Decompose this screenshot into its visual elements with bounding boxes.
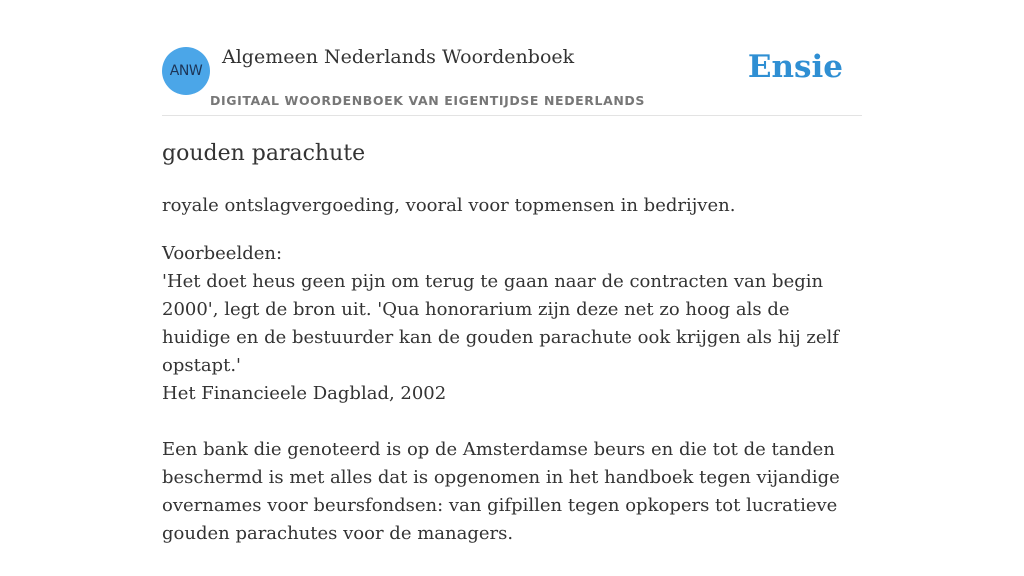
example-item xyxy=(162,436,862,548)
page xyxy=(162,0,862,544)
site-title[interactable]: Algemeen Nederlands Woordenboek xyxy=(222,46,575,68)
site-header xyxy=(162,0,862,116)
ensie-logo[interactable]: Ensie xyxy=(747,49,843,85)
examples-label: Voorbeelden: xyxy=(162,243,283,264)
example-item xyxy=(162,268,862,408)
example-text: Een bank die genoteerd is op de Amsterdamse beurs en die tot de tanden beschermd is met alles dat is opgenomen in het handboek tegen vijandige overnames voor beursfondsen: van gifpillen tegen opkopers tot lucratieve gouden parachutes voor de managers. xyxy=(162,439,840,544)
definition: royale ontslagvergoeding, vooral voor topmensen in bedrijven. xyxy=(162,195,736,216)
example-source: Het Financieele Dagblad, 2002 xyxy=(162,383,447,404)
anw-logo[interactable] xyxy=(162,47,210,95)
examples-section xyxy=(162,240,862,576)
logo-text: ANW xyxy=(169,63,203,79)
headword: gouden parachute xyxy=(162,141,366,166)
example-text: 'Het doet heus geen pijn om terug te gaan naar de contracten van begin 2000', legt de bron uit. 'Qua honorarium zijn deze net zo hoog als de huidige en de bestuurder kan de gouden parachute ook krijgen als hij zelf opstapt.' xyxy=(162,271,839,376)
site-subtitle: DIGITAAL WOORDENBOEK VAN EIGENTIJDSE NEDERLANDS xyxy=(210,93,646,108)
